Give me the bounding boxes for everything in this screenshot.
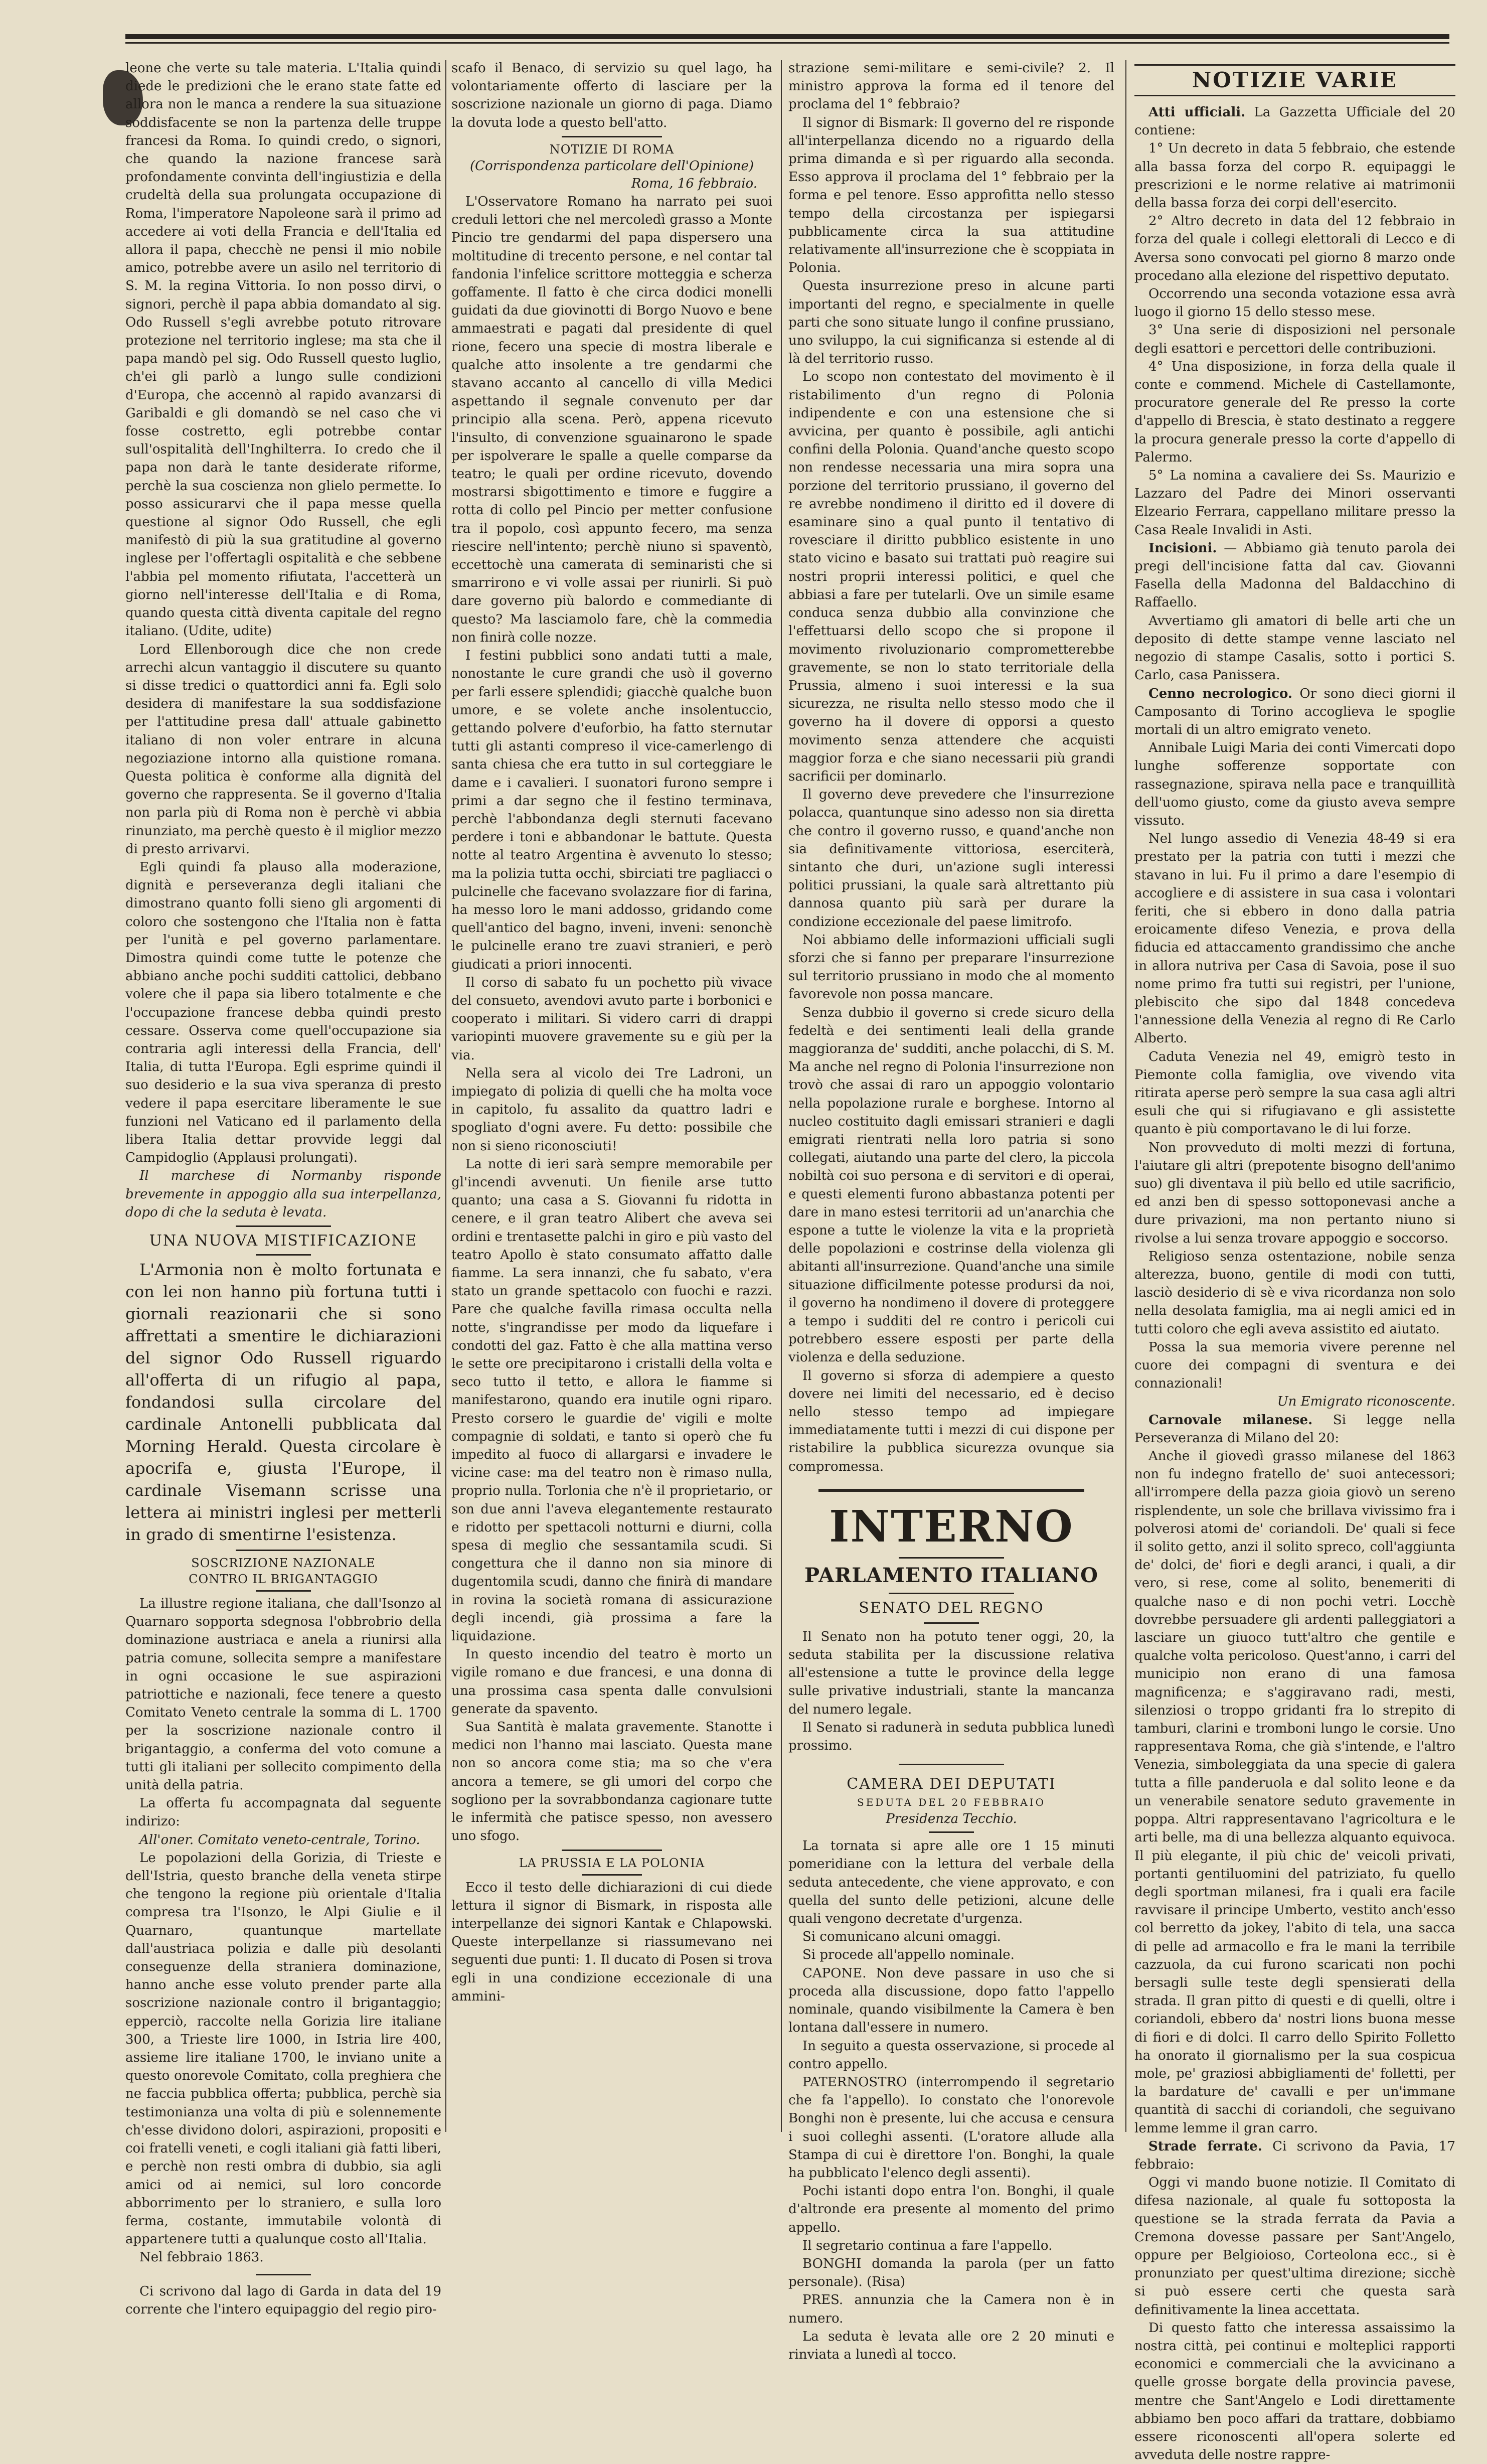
section-rule bbox=[929, 1831, 974, 1833]
paragraph: Il marchese di Normanby risponde brevemente in appoggio alla sua interpellanza, dopo di che la seduta è levata. bbox=[125, 1168, 441, 1220]
section-rule bbox=[818, 1489, 1084, 1492]
section-rule bbox=[256, 1590, 311, 1592]
paragraph: Lo scopo non contestato del movimento è il ristabilimento d'un regno di Polonia indipendente e con una estensione che si avvicina, per quanto è possibile, agli antichi confini della Polonia. Quand'anche questo scopo non rendesse necessaria una mira sopra una porzione del territorio prussiano, il governo del re avrebbe nondimeno il diritto ed il dovere di esaminare sino a qual punto il tentativo di rovesciare il diritto pubblico esistente in uno stato vicino e basato sui trattati può reagire sui nostri proprii interessi politici, e quel che abbiasi a fare per tutelarli. Ove un simile esame conduca senza dubbio alla convinzione che l'effettuarsi dello scopo che si propone il movimento rivoluzionario comprometterebbe gravemente, se non lo stato territoriale della Prussia, almeno i suoi interessi e la sua sicurezza, ne risulta nello stesso modo che il governo ha il dovere di opporsi a questo movimento senza attendere che acquisti maggior forza e che siano necessarii più grandi sacrificii per dominarlo. bbox=[788, 369, 1114, 784]
paragraph: leone che verte su tale materia. L'Italia quindi diede le predizioni che le erano state fatte ed allora non le manca a rendere la sua situazione soddisfacente se non la partenza delle truppe francesi da Roma. Io quindi credo, o signori, che quando la nazione francese sarà profondamente convinta dell'ingiustizia e della crudeltà della sua prolungata occupazione di Roma, l'imperatore Napoleone sarà il primo ad accedere ai voti della Francia e dell'Italia ed allora il papa, checchè ne pensi il mio nobile amico, potrebbe avere un asilo nel territorio di S. M. la regina Vittoria. Io non posso dirvi, o signori, perchè il papa abbia domandato al sig. Odo Russell s'egli avrebbe potuto ritrovare protezione nel territorio inglese; ma sta che il papa mandò pel sig. Odo Russell questo luglio, ch'ei gli parlò a lungo sulle condizioni d'Europa, che accennò al rapido avanzarsi di Garibaldi e gli domandò se nel caso che vi fosse costretto, egli potrebbe contar sull'ospitalità dell'Inghilterra. Io credo che il papa non darà le tante desiderate riforme, perchè la sua coscienza non glielo permette. Io posso assicurarvi che il papa messe quella questione al signor Odo Russell, che egli manifestò di più la sua gratitudine al governo inglese per l'offertagli ospitalità e che sebbene l'abbia pel momento rifiutata, l'accetterà un giorno nell'interesse dell'Italia e di Roma, quando questa città diventa capitale del regno italiano. (Udite, udite) bbox=[125, 61, 441, 639]
section-rule bbox=[889, 1593, 1014, 1594]
column-divider bbox=[781, 60, 782, 2132]
paragraph: I festini pubblici sono andati tutti a male, nonostante le cure grandi che usò il governo per farli essere splendidi; giacchè qualche buon umore, e se volete anche insolentuccio, gettando polvere d'euforbio, ha fatto sternutar tutti gli astanti compreso il vice-camerlengo di santa chiesa che era tutto in sul corteggiare le dame e i cavalieri. I suonatori furono sempre i primi a dar segno che il festino terminava, perchè l'abbondanza degli sternuti facevano perdere i toni e abbandonar le battute. Questa notte al teatro Argentina è avvenuto lo stesso; ma la polizia tutta occhi, sbirciati tre pagliacci o pulcinelle che facevano svolazzare fior di farina, ha messo loro le mani addosso, gridando come quell'antico del bagno, inveni, inveni: senonchè le pulcinelle erano tre zuavi stranieri, e però giudicati a priori innocenti. bbox=[451, 648, 772, 972]
paragraph: Possa la sua memoria vivere perenne nel cuore dei compagni di sventura e dei connazionali! bbox=[1134, 1339, 1455, 1392]
section-rule bbox=[562, 1850, 662, 1851]
paragraph: Nel febbraio 1863. bbox=[139, 2250, 264, 2265]
paragraph: Lord Ellenborough dice che non crede arrechi alcun vantaggio il discutere su quanto si disse tredici o quattordici anni fa. Egli solo desidera di manifestare la sua soddisfazione per l'attitudine presa dall' attuale gabinetto italiano di non voler entrare in alcuna negoziazione intorno alla quistione romana. Questa politica è conforme alla dignità del governo che rappresenta. Se il governo d'Italia non parla più di Roma non è perchè vi abbia rinunziato, ma perchè questo è il miglior mezzo di presto arrivarvi. bbox=[125, 642, 441, 857]
paragraph: Caduta Venezia nel 49, emigrò testo in Piemonte colla famiglia, ove vivendo vita ritirata aperse però sempre la sua casa agli altri esuli che qui si rifugiavano e gli assistette quanto è più comportavano le di lui forze. bbox=[1134, 1049, 1455, 1137]
section-rule bbox=[236, 1225, 331, 1227]
headline-notizie-roma: NOTIZIE DI ROMA bbox=[549, 142, 675, 157]
paragraph-text: Si legge nella Perseveranza di Milano del 20: bbox=[1134, 1412, 1456, 1446]
headline-interno: INTERNO bbox=[829, 1501, 1074, 1552]
column-3 bbox=[788, 59, 1114, 2362]
paragraph: Il governo si sforza di adempiere a questo dovere nei limiti del necessario, ed è deciso nello stesso tempo ad impiegare immediatamente tutti i mezzi di cui dispone per ristabilire la pubblica sicurezza ovunque sia compromessa. bbox=[788, 1368, 1114, 1474]
section-rule bbox=[899, 1557, 1004, 1559]
rubric-incisioni: Incisioni. bbox=[1148, 540, 1217, 556]
column-divider bbox=[1125, 60, 1126, 2132]
headline-prussia: LA PRUSSIA E LA POLONIA bbox=[519, 1856, 705, 1870]
signature: Un Emigrato riconoscente. bbox=[1277, 1394, 1455, 1410]
paragraph: La offerta fu accompagnata dal seguente indirizo: bbox=[125, 1796, 441, 1829]
top-rule bbox=[125, 34, 1449, 39]
presidency: Presidenza Tecchio. bbox=[886, 1811, 1017, 1827]
rubric-cenno-necrologico: Cenno necrologico. bbox=[1148, 686, 1292, 701]
paragraph: Occorrendo una seconda votazione essa avrà luogo il giorno 15 dello stesso mese. bbox=[1134, 286, 1455, 320]
paragraph: Si comunicano alcuni omaggi. bbox=[802, 1929, 1001, 1945]
paragraph: Ci scrivono dal lago di Garda in data del 19 corrente che l'intero equipaggio del regio piro- bbox=[125, 2283, 441, 2317]
paragraph: La seduta è levata alle ore 2 20 minuti e rinviata a lunedì al tocco. bbox=[788, 2329, 1114, 2362]
paragraph: Il Senato non ha potuto tener oggi, 20, la seduta stabilita per la discussione relativa all'estensione a tutte le province della legge sulle privative industriali, stante la mancanza del numero legale. bbox=[788, 1629, 1114, 1717]
paragraph-text: Or sono dieci giorni il Camposanto di Torino accoglieva le spoglie mortali di un altro emigrato veneto. bbox=[1134, 686, 1456, 737]
session-date: SEDUTA DEL 20 FEBBRAIO bbox=[857, 1796, 1046, 1809]
paragraph: L'Osservatore Romano ha narrato pei suoi creduli lettori che nel mercoledì grasso a Monte Pincio tre gendarmi del papa dispersero una moltitudine di trecento persone, e nel contar tal fandonia l'infelice scrittore motteggia e scherza goffamente. Il fatto è che circa dodici monelli guidati da due giovinotti di Borgo Nuovo e bene ammaestrati e pagati dal presidente di quel rione, fecero una specie di mostra liberale e qualche atto insolente a tre gendarmi che stavano accanto al cancello di villa Medici aspettando il segnale convenuto per dar principio alla scena. Però, appena ricevuto l'insulto, di convenzione sguainarono le spade per ispolverare le spalle a quelle comparse da teatro; le quali per ordine ricevuto, dovendo mostrarsi sbigottimento e timore e fuggire a rotta di collo pel Pincio per metter confusione tra il popolo, così appunto fecero, ma senza riescire nell'intento; perchè niuno si spaventò, eccettochè una camerata di seminaristi che si smarrirono e vi volle assai per riunirli. Si può dare governo più balordo e commediante di questo? Ma lasciamolo fare, chè la commedia non finirà colle nozze. bbox=[451, 194, 772, 645]
headline-subtitle: (Corrispondenza particolare dell'Opinione) bbox=[469, 158, 754, 174]
section-rule bbox=[562, 136, 662, 137]
paragraph: Nel lungo assedio di Venezia 48-49 si era prestato per la patria con tutti i mezzi che stavano in lui. Fu il primo a dare l'esempio di accogliere e di assistere in sua casa i volontari feriti, che si ebbero in dono dalla patria eroicamente difeso Venezia, e prova della fiducia ed attaccamento grandissimo che anche in allora nutriva per Casa di Savoia, pose il suo nome primo fra tutti sui registri, per l'unione, plebiscito che sipo dal 1848 concedeva l'annessione della Venezia al regno di Re Carlo Alberto. bbox=[1134, 831, 1455, 1046]
rubric-carnovale: Carnovale milanese. bbox=[1148, 1412, 1313, 1428]
paragraph: Il Senato si radunerà in seduta pubblica lunedì prossimo. bbox=[788, 1720, 1114, 1754]
paragraph: Non provveduto di molti mezzi di fortuna, l'aiutare gli altri (prepotente bisogno dell'animo suo) gli diventava il più bello ed utile sacrificio, ed anzi ben di spesso sottoponevasi anche a dure privazioni, ma non pertanto niuno si rivolse a lui senza trovare appoggio e soccorso. bbox=[1134, 1140, 1455, 1246]
rubric-atti-ufficiali: Atti ufficiali. bbox=[1148, 105, 1246, 120]
headline-brigantaggio: CONTRO IL BRIGANTAGGIO bbox=[189, 1572, 378, 1586]
paragraph: Annibale Luigi Maria dei conti Vimercati dopo lunghe sofferenze sopportate con rassegnazione, spirava nella pace e tranquillità dell'uomo giusto, come da giusto aveva sempre vissuto. bbox=[1134, 740, 1455, 828]
headline-parlamento: PARLAMENTO ITALIANO bbox=[804, 1563, 1099, 1587]
paragraph: In questo incendio del teatro è morto un vigile romano e due francesi, e una donna di una prossima casa spenta dalle convulsioni generate da spavento. bbox=[451, 1647, 772, 1717]
paragraph: Il governo deve prevedere che l'insurrezione polacca, quantunque sino adesso non sia diretta che contro il governo russo, e quand'anche non sia definitivamente vittoriosa, eserciterà, sintanto che duri, un'azione sugli interessi politici prussiani, la quale sarà altrettanto più dannosa quanto più sarà per durare la condizione eccezionale del paese limitrofo. bbox=[788, 787, 1114, 930]
column-1 bbox=[125, 59, 441, 2317]
paragraph: BONGHI domanda la parola (per un fatto personale). (Risa) bbox=[788, 2256, 1114, 2290]
paragraph: La illustre regione italiana, che dall'Isonzo al Quarnaro sopporta sdegnosa l'obbrobrio della dominazione austriaca e anela a riunirsi alla patria comune, sollecita sempre a manifestare in ogni occasione le sue aspirazioni patriottiche e nazionali, fece tenere a questo Comitato Veneto centrale la somma di L. 1700 per la soscrizione nazionale contro il brigantaggio, a conferma del voto comune a tutti gli italiani per sollecito compimento della unità della patria. bbox=[125, 1596, 441, 1793]
paragraph: 3° Una serie di disposizioni nel personale degli esattori e percettori delle contribuzioni. bbox=[1134, 323, 1455, 356]
dateline: Roma, 16 febbraio. bbox=[631, 176, 757, 191]
paragraph-text: Ci scrivono da Pavia, 17 febbraio: bbox=[1134, 2138, 1455, 2172]
column-divider bbox=[445, 60, 446, 2132]
paragraph: Egli quindi fa plauso alla moderazione, dignità e perseveranza degli italiani che dimostrano quanto folli sieno gli argomenti di coloro che sostengono che l'Italia non è fatta per l'unità e pel governo parlamentare. Dimostra quindi come tutte le potenze che abbiano anche pochi sudditi cattolici, debbano volere che il papa sia libero totalmente e che l'occupazione francese debba quindi presto cessare. Osserva come quell'occupazione sia contraria agli interessi della Francia, dell' Italia, di tutta l'Europa. Egli esprime quindi il suo desiderio e la sua viva speranza di presto vedere il papa esercitare liberamente le sue funzioni nel Vaticano ed il parlamento della libera Italia dettar provvide leggi dal Campidoglio (Applausi prolungati). bbox=[125, 859, 441, 1166]
paragraph: Il signor di Bismark: Il governo del re risponde all'interpellanza dicendo no a riguardo della prima dimanda e sì per riguardo alla seconda. Esso approva il proclama del 1° febbraio per la forma e pel tenore. Esso approfitta nello stesso tempo della circostanza per ispiegarsi pubblicamente circa la sua attitudine relativamente all'insurrezione che è scoppiata in Polonia. bbox=[788, 115, 1114, 276]
paragraph: PRES. annunzia che la Camera non è in numero. bbox=[788, 2292, 1114, 2326]
rubric-strade-ferrate: Strade ferrate. bbox=[1148, 2138, 1262, 2154]
paragraph: Nella sera al vicolo dei Tre Ladroni, un impiegato di polizia di quelli che ha molta voce in capitolo, fu assalito da quattro ladri e spogliato d'ogni avere. Fu detto: possibile che non si sieno riconosciuti! bbox=[451, 1065, 772, 1154]
section-rule bbox=[899, 1764, 1004, 1765]
headline-camera: CAMERA DEI DEPUTATI bbox=[847, 1775, 1056, 1793]
paragraph: Si procede all'appello nominale. bbox=[802, 1947, 1015, 1963]
paragraph: Di questo fatto che interessa assaissimo la nostra città, pei continui e molteplici rapporti economici e commerciali che la avvicinano a quelle grosse borgate della provincia pavese, mentre che Sant'Angelo e Lodi direttamente abbiamo ben poco affari da trattare, dobbiamo essere riconoscenti all'opera solerte ed avveduta delle nostre rappre- bbox=[1134, 2320, 1455, 2463]
section-rule bbox=[582, 1874, 642, 1876]
paragraph: In seguito a questa osservazione, si procede al contro appello. bbox=[788, 2038, 1114, 2072]
paragraph-lead: L'Armonia non è molto fortunata e con lei non hanno più fortuna tutti i giornali reazionarii che si sono affrettati a smentire le dichiarazioni del signor Odo Russell riguardo all'offerta di un rifugio al papa, fondandosi sulla circolare del cardinale Antonelli pubblicata dal Morning Herald. Questa circolare è apocrifa e, giusta l'Europe, il cardinale Visemann scrisse una lettera ai ministri inglesi per metterli in grado di smentirne l'esistenza. bbox=[125, 1260, 441, 1544]
headline-senato: SENATO DEL REGNO bbox=[859, 1599, 1044, 1617]
paragraph: Questa insurrezione preso in alcune parti importanti del regno, e specialmente in quelle parti che sono situate lungo il confine prussiano, uno sviluppo, la cui significanza si estende al di là del territorio russo. bbox=[788, 278, 1114, 367]
paragraph: Sua Santità è malata gravemente. Stanotte i medici non l'hanno mai lasciato. Questa mane non so ancora come stia; ma so che v'era ancora a temere, se gli umori del corpo che sogliono per la sovrabbondanza cagionare tutte le infermità che patisce spesso, non avessero uno sfogo. bbox=[451, 1720, 772, 1844]
paragraph: Il corso di sabato fu un pochetto più vivace del consueto, avendovi avuto parte i borbonici e cooperato i militari. Si videro carri di drappi variopinti muovere gravemente su e giù per la via. bbox=[451, 975, 772, 1063]
paragraph: Ecco il testo delle dichiarazioni di cui diede lettura il signor di Bismark, in risposta alle interpellanze dei signori Kantak e Chlapowski. Queste interpellanze si riassumevano nei seguenti due punti: 1. Il ducato di Posen si trova egli in una condizione eccezionale di una ammini- bbox=[451, 1880, 772, 2004]
paragraph: 2° Altro decreto in data del 12 febbraio in forza del quale i collegi elettorali di Lecco e di Aversa sono convocati pel giorno 8 marzo onde procedano alla elezione del rispettivo deputato. bbox=[1134, 214, 1455, 283]
paragraph: Oggi vi mando buone notizie. Il Comitato di difesa nazionale, al quale fu sottoposta la questione se la strada ferrata da Pavia a Cremona dovesse passare per Sant'Angelo, oppure per Belgioioso, Corteolona ecc., si è pronunziato per quest'ultima direzione; sicchè si può essere certi che questa sarà definitivamente la linea accettata. bbox=[1134, 2175, 1455, 2318]
section-rule bbox=[256, 1254, 311, 1256]
section-header-box bbox=[1134, 64, 1455, 96]
paragraph: scafo il Benaco, di servizio su quel lago, ha volontariamente offerto di lasciare per la soscrizione nazionale un giorno di paga. Diamo la dovuta lode a questo bell'atto. bbox=[451, 61, 772, 130]
column-4 bbox=[1134, 59, 1456, 2463]
top-rule-thin bbox=[125, 42, 1449, 44]
paragraph: CAPONE. Non deve passare in uso che si proceda alla discussione, dopo fatto l'appello nominale, quando visibilmente la Camera è ben lontana dall'essere in numero. bbox=[788, 1965, 1114, 2036]
paragraph: Il segretario continua a fare l'appello. bbox=[802, 2238, 1053, 2253]
paragraph: Anche il giovedì grasso milanese del 1863 non fu indegno fratello de' suoi antecessori; all'irrompere della pazza gioia giovò un sereno risplendente, un sole che brillava vivissimo fra i polverosi atomi de' coriandoli. De' quali si fece il solito getto, anzi il solito spreco, coll'aggiunta de' dolci, de' fiori e degli aranci, i quali, a dir vero, si rese, come al solito, benemeriti di qualche naso e di non pochi vetri. Locchè dovrebbe persuadere gli ardenti palleggiatori a lasciare un giuoco tutt'altro che gentile e qualche volta pericoloso. Quest'anno, i carri del municipio non erano di una famosa magnificenza; e s'aggiravano radi, mesti, silenziosi o troppo gridanti fra lo strepito di tamburi, clarini e tromboni lungo le corsie. Uno rappresentava Roma, che già s'intende, e l'altro Venezia, simboleggiata da una specie di galera tutta a fille panderuola e dal solito leone e da un venerabile senatore seduto gravemente in poppa. Altri rappresentavano l'agricoltura e le arti belle, ma di una bellezza alquanto equivoca. Il più elegante, il più chic de' veicoli privati, portanti gentiluomini del patriziato, fu quello degli sportman milanesi, fra i quali era facile ravvisare il principe Umberto, vestito anch'esso col berretto da jokey, l'abito di tela, una sacca di pelle ad armacollo e fra le mani la terribile cazzuola, da cui furono scaricati non pochi bersagli sulle teste degli spensierati della strada. Il gran pitto di questi e di quelli, oltre i coriandoli, ebbero da' nostri lions buona messe di fiori e di dolci. Il carro dello Spirito Folletto ha onorato il giornalismo per la sua cospicua mole, pe' graziosi abbigliamenti de' folletti, per la bardature de' cavalli e per un'immane quantità di sacchi di coriandoli, che seguivano lemme lemme il gran carro. bbox=[1134, 1449, 1455, 2136]
paragraph: La tornata si apre alle ore 1 15 minuti pomeridiane con la lettura del verbale della seduta antecedente, che viene approvato, e con quella del sunto delle petizioni, alcune delle quali vengono decretate d'urgenza. bbox=[788, 1838, 1114, 1927]
paragraph: All'oner. Comitato veneto-centrale, Torino. bbox=[139, 1832, 420, 1847]
section-rule bbox=[256, 2274, 311, 2275]
paragraph: Le popolazioni della Gorizia, di Trieste e dell'Istria, questo branche della veneta stirpe che tengono la regione più orientale d'Italia compresa tra l'Isonzo, le Alpi Giulie e il Quarnaro, quantunque martellate dall'austriaca polizia e dalle più desolanti conseguenze della straniera dominazione, hanno anche esse voluto prender parte alla soscrizione nazionale contro il brigantaggio; epperciò, raccolte nella Gorizia lire italiane 300, a Trieste lire 1000, in Istria lire 400, assieme lire italiane 1700, le inviano unite a questo onorevole Comitato, colla preghiera che ne faccia pubblica offerta; pubblica, perchè sia testimonianza una volta di più e solennemente ch'esse dividono dolori, aspirazioni, propositi e coi fratelli veneti, e cogli italiani già fatti liberi, e perchè non resti ombra di dubbio, sia agli amici od ai nemici, sul loro concorde abborrimento per lo straniero, e sulla loro ferma, costante, immutabile volontà di appartenere tutti a qualunque costo all'Italia. bbox=[125, 1850, 441, 2247]
headline-soscrizione: SOSCRIZIONE NAZIONALE bbox=[191, 1556, 376, 1570]
paragraph-text: La Gazzetta Ufficiale del 20 contiene: bbox=[1134, 105, 1455, 138]
column-2 bbox=[451, 59, 772, 2131]
section-rule bbox=[236, 1550, 331, 1551]
paragraph: Pochi istanti dopo entra l'on. Bonghi, il quale d'altronde era presente al momento del primo appello. bbox=[788, 2184, 1114, 2235]
paragraph: Avvertiamo gli amatori di belle arti che un deposito di dette stampe venne lasciato nel negozio di stampe Casalis, sotto i portici S. Carlo, casa Panissera. bbox=[1134, 613, 1455, 683]
paragraph: La notte di ieri sarà sempre memorabile per gl'incendi avvenuti. Un fienile arse tutto quanto; una casa a S. Giovanni fu ridotta in cenere, e il gran teatro Alibert che aveva sei ordini e trentasette palchi in giro e più vasto del teatro Apollo è stato consumato affatto dalle fiamme. La sera innanzi, che fu sabato, v'era stato un grande spettacolo con fuochi e razzi. Pare che qualche favilla rimasa occulta nella notte, s'ingrandisse per modo da liquefare i condotti del gaz. Fatto è che alla mattina verso le sette ore precipitarono i cristalli della volta e seco tutto il tetto, e allora le fiamme si manifestarono, quando era inutile ogni riparo. Presto corsero le guardie de' vigili e molte compagnie di soldati, e tanto si operò che fu impedito al fuoco di allargarsi e invadere le vicine case: ma del teatro non è rimaso nulla, proprio nulla. Torlonia che n'è il proprietario, or son due anni l'aveva elegantemente restaurato e ridotto per spettacoli notturni e diurni, colla spesa di meglio che sessantamila scudi. Si congettura che il danno non sia minore di dugentomila scudi, danno che finirà di mandare in rovina la società romana di assicurazione degli incendi, già prossima a fare la liquidazione. bbox=[451, 1156, 772, 1644]
paragraph: 1° Un decreto in data 5 febbraio, che estende alla bassa forza del corpo R. equipaggi le prescrizioni e le norme relative ai matrimonii della bassa forza dei corpi dell'esercito. bbox=[1134, 141, 1455, 211]
paragraph-text: — Abbiamo già tenuto parola dei pregi dell'incisione fatta dal cav. Giovanni Fasella della Madonna del Baldacchino di Raffaello. bbox=[1134, 540, 1455, 610]
paragraph: Noi abbiamo delle informazioni ufficiali sugli sforzi che si fanno per preparare l'insurrezione sul territorio prussiano in modo che al momento favorevole non possa mancare. bbox=[788, 932, 1114, 1002]
paragraph: 4° Una disposizione, in forza della quale il conte e commend. Michele di Castellamonte, procuratore generale del Re presso la corte d'appello di Brescia, è stato destinato a reggere la procura generale presso la corte d'appello di Palermo. bbox=[1134, 359, 1455, 465]
paragraph: strazione semi-militare e semi-civile? 2. Il ministro approva la forma ed il tenore del proclama del 1° febbraio? bbox=[788, 61, 1114, 112]
paragraph: Senza dubbio il governo si crede sicuro della fedeltà e dei sentimenti leali della grande maggioranza de' sudditi, anche polacchi, di S. M. Ma anche nel regno di Polonia l'insurrezione non trovò che assai di raro un appoggio volontario nella popolazione rurale e borghese. Intorno al nucleo costituito dagli emissari stranieri e dagli emigrati rientrati nella loro patria si sono collegati, aiutando una parte del clero, la piccola nobiltà coi suo persona e di servitori e di operai, e questi elementi furono abbastanza potenti per dare in mano estesi territorii ad un'anarchia che espone a tutte le violenze la vita e la proprietà delle popolazioni e costrinse della violenza gli abitanti all'insurrezione. Quand'anche una simile situazione difficilmente potesse prodursi da noi, il governo ha nondimeno il dovere di proteggere a tempo i sudditi del re contro i pericoli cui potrebbero essere esposti per parte della violenza e della seduzione. bbox=[788, 1005, 1114, 1365]
paragraph: 5° La nomina a cavaliere dei Ss. Maurizio e Lazzaro del Padre dei Minori osservanti Elzeario Ferrara, cappellano militare presso la Casa Reale Invalidi in Asti. bbox=[1134, 468, 1455, 538]
paragraph: Religioso senza ostentazione, nobile senza alterezza, buono, gentile di modi con tutti, lasciò desiderio di sè e viva ricordanza non solo nella desolata famiglia, ma ai negli amici ed in tutti coloro che egli aveva assistito ed aiutato. bbox=[1134, 1249, 1455, 1337]
paragraph: PATERNOSTRO (interrompendo il segretario che fa l'appello). Io constato che l'onorevole Bonghi non è presente, lui che accusa e censura i suoi colleghi assenti. (L'oratore allude alla Stampa di cui è direttore l'on. Bonghi, la quale ha pubblicato l'elenco degli assenti). bbox=[788, 2074, 1114, 2181]
section-rule bbox=[924, 1622, 979, 1624]
headline-notizie-varie: NOTIZIE VARIE bbox=[1192, 68, 1398, 92]
headline-mistificazione: UNA NUOVA MISTIFICAZIONE bbox=[149, 1232, 418, 1250]
